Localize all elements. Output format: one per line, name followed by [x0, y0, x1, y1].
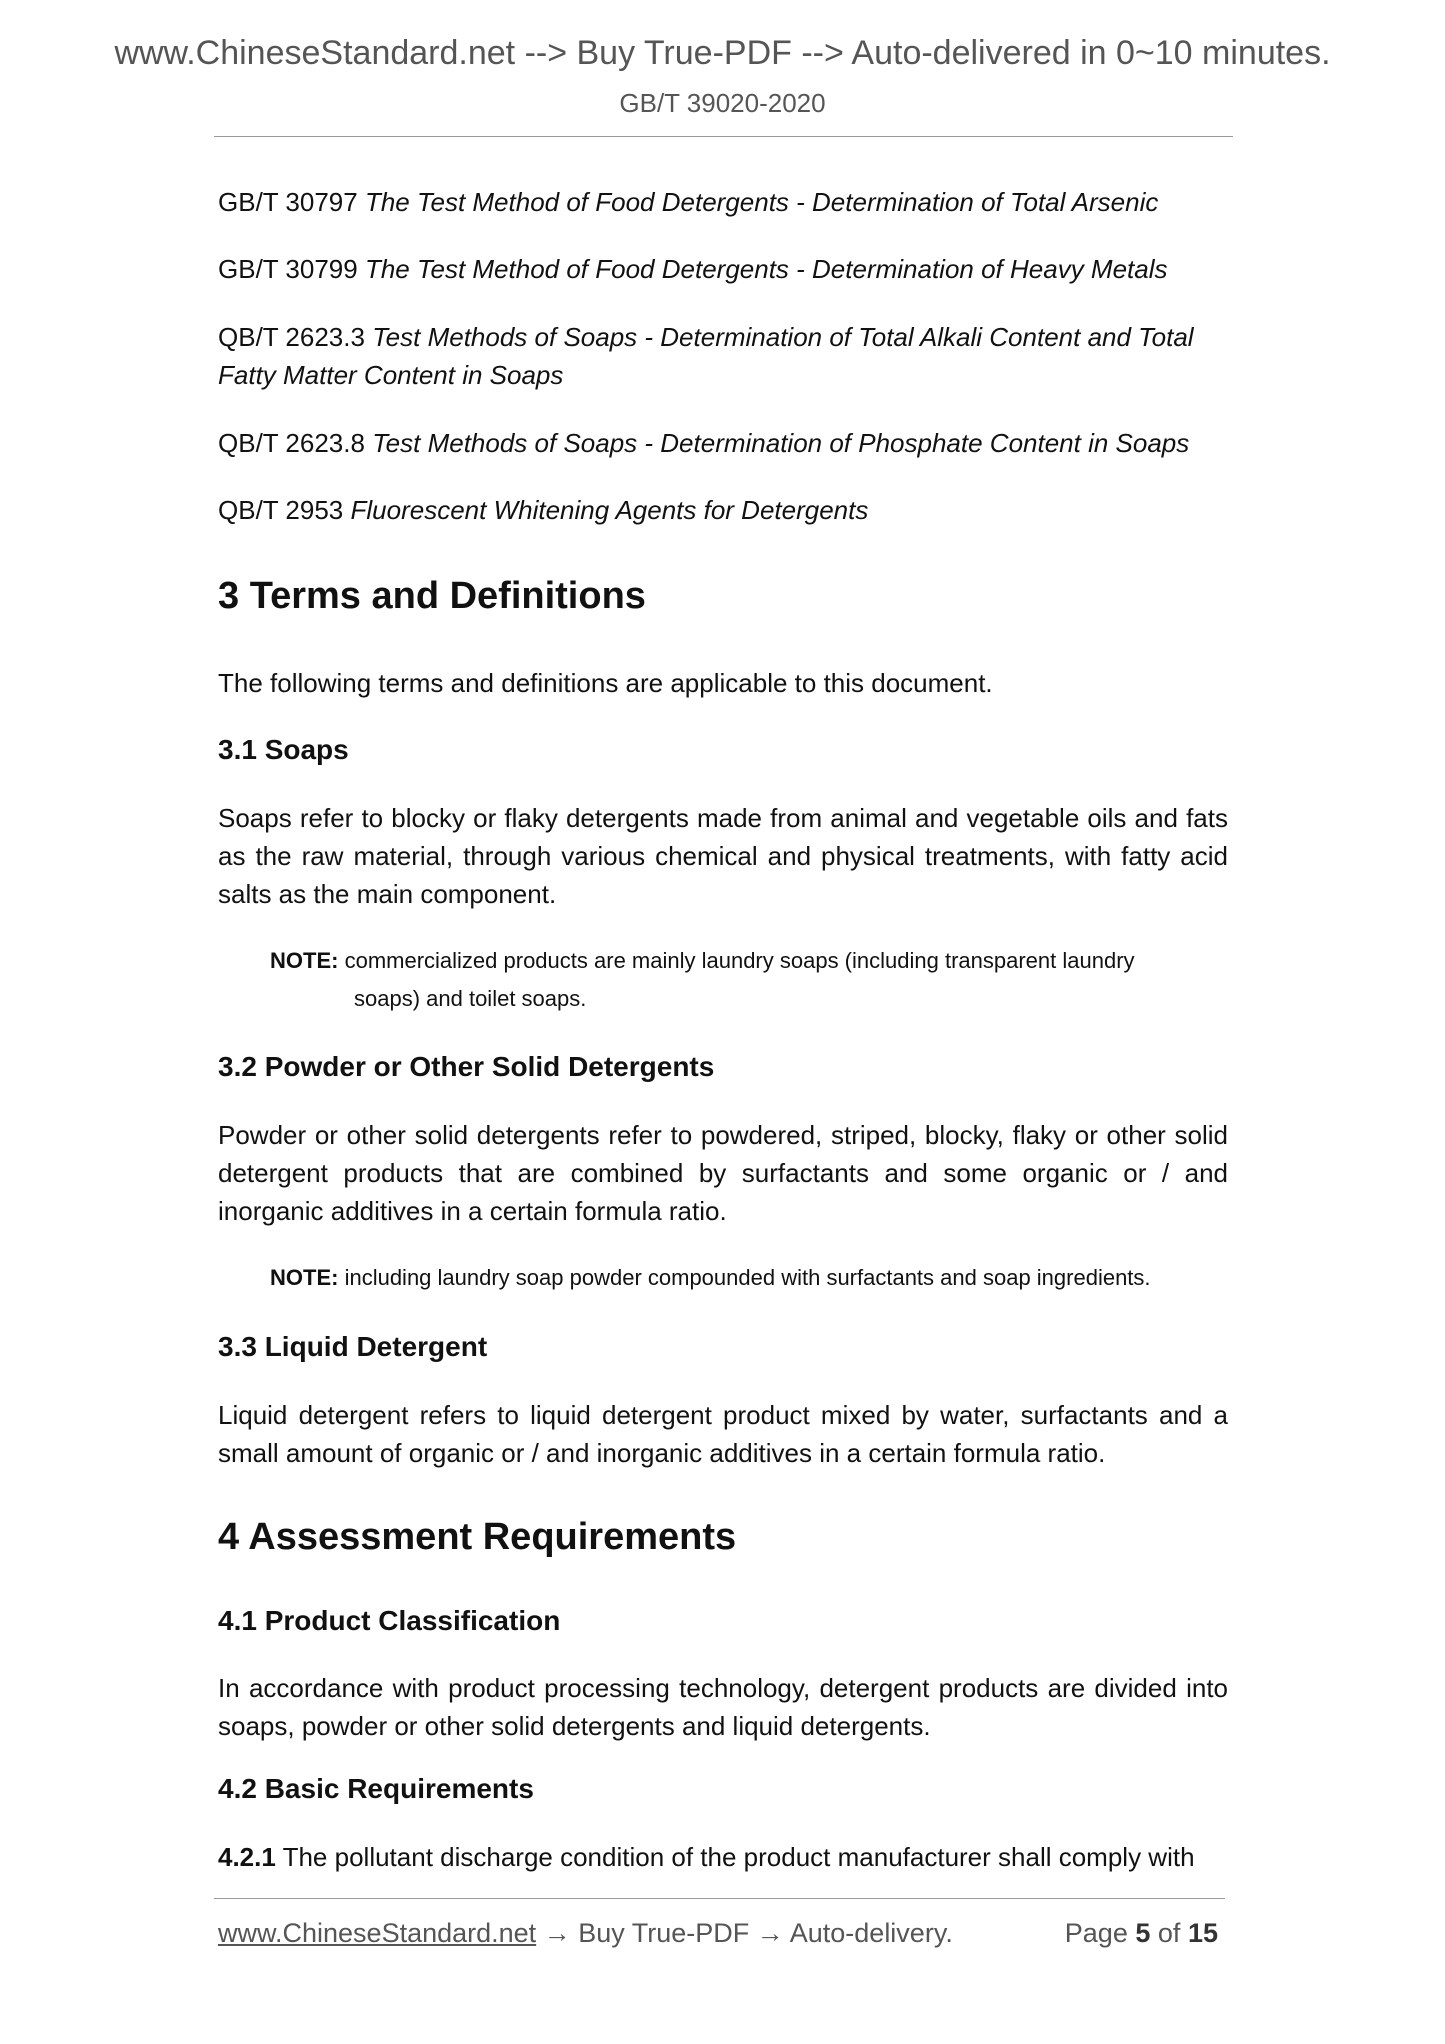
section-3-2-text: Powder or other solid detergents refer to powdered, striped, blocky, flaky or other solid detergent products that are combined by surfactants and some organic or / and inorganic additives in a certain formula ratio. — [218, 1120, 1228, 1226]
footer-tagline: → Buy True-PDF → Auto-delivery. — [536, 1918, 953, 1948]
section-4-1-heading: 4.1 Product Classification — [218, 1605, 561, 1636]
page-indicator — [1065, 1915, 1218, 1951]
note-label: NOTE: — [270, 948, 339, 973]
page-footer — [218, 1915, 1228, 1951]
current-page-number: 5 — [1135, 1918, 1151, 1948]
footer-divider — [214, 1898, 1225, 1899]
reference-title: The Test Method of Food Detergents - Determination of Total Arsenic — [364, 187, 1159, 217]
reference-item — [218, 424, 1228, 462]
reference-item — [218, 318, 1228, 394]
clause-number: 4.2.1 — [218, 1842, 276, 1872]
note-text: including laundry soap powder compounded with surfactants and soap ingredients. — [344, 1265, 1151, 1290]
reference-item — [218, 250, 1228, 288]
section-4-2-1-text — [218, 1838, 1228, 1876]
total-pages-number: 15 — [1187, 1918, 1218, 1948]
reference-title: Test Methods of Soaps - Determination of Total Alkali Content and Total Fatty Matter Content in Soaps — [218, 322, 1194, 390]
reference-code: GB/T 30799 — [218, 254, 358, 284]
reference-item — [218, 491, 1228, 529]
note-text: commercialized products are mainly laundry soaps (including transparent laundry — [344, 948, 1135, 973]
top-banner: www.ChineseStandard.net --> Buy True-PDF --> Auto-delivered in 0~10 minutes. — [114, 34, 1331, 72]
reference-title: Test Methods of Soaps - Determination of Phosphate Content in Soaps — [372, 428, 1190, 458]
note-label: NOTE: — [270, 1265, 339, 1290]
section-3-2-heading: 3.2 Powder or Other Solid Detergents — [218, 1051, 715, 1082]
section-3-1-heading: 3.1 Soaps — [218, 734, 349, 765]
section-3-3-text: Liquid detergent refers to liquid detergent product mixed by water, surfactants and a small amount of organic or / and inorganic additives in a certain formula ratio. — [218, 1400, 1228, 1468]
header-divider — [214, 136, 1233, 137]
reference-code: QB/T 2623.8 — [218, 428, 365, 458]
section-3-2-note — [270, 1259, 1228, 1297]
reference-title: Fluorescent Whitening Agents for Detergents — [350, 495, 869, 525]
section-3-1-note — [270, 942, 1228, 1018]
page-label: Page — [1064, 1918, 1128, 1948]
section-3-intro: The following terms and definitions are applicable to this document. — [218, 668, 993, 698]
section-4-2-heading: 4.2 Basic Requirements — [218, 1773, 534, 1804]
section-3-1-text: Soaps refer to blocky or flaky detergents made from animal and vegetable oils and fats as the raw material, through various chemical and physical treatments, with fatty acid salts as the main component. — [218, 803, 1228, 909]
footer-site-link[interactable]: www.ChineseStandard.net — [218, 1918, 537, 1948]
of-label: of — [1157, 1918, 1181, 1948]
reference-item — [218, 183, 1228, 221]
section-4-heading: 4 Assessment Requirements — [218, 1516, 737, 1558]
reference-code: GB/T 30797 — [218, 187, 358, 217]
section-3-3-heading: 3.3 Liquid Detergent — [218, 1331, 488, 1362]
section-3-heading: 3 Terms and Definitions — [218, 575, 646, 617]
reference-code: QB/T 2623.3 — [218, 322, 365, 352]
section-4-1-text: In accordance with product processing technology, detergent products are divided into soaps, powder or other solid detergents and liquid detergents. — [218, 1673, 1228, 1741]
clause-text: The pollutant discharge condition of the product manufacturer shall comply with — [282, 1842, 1195, 1872]
reference-code: QB/T 2953 — [218, 495, 344, 525]
reference-title: The Test Method of Food Detergents - Determination of Heavy Metals — [364, 254, 1168, 284]
document-code: GB/T 39020-2020 — [619, 88, 826, 118]
note-text-continued: soaps) and toilet soaps. — [354, 986, 587, 1011]
